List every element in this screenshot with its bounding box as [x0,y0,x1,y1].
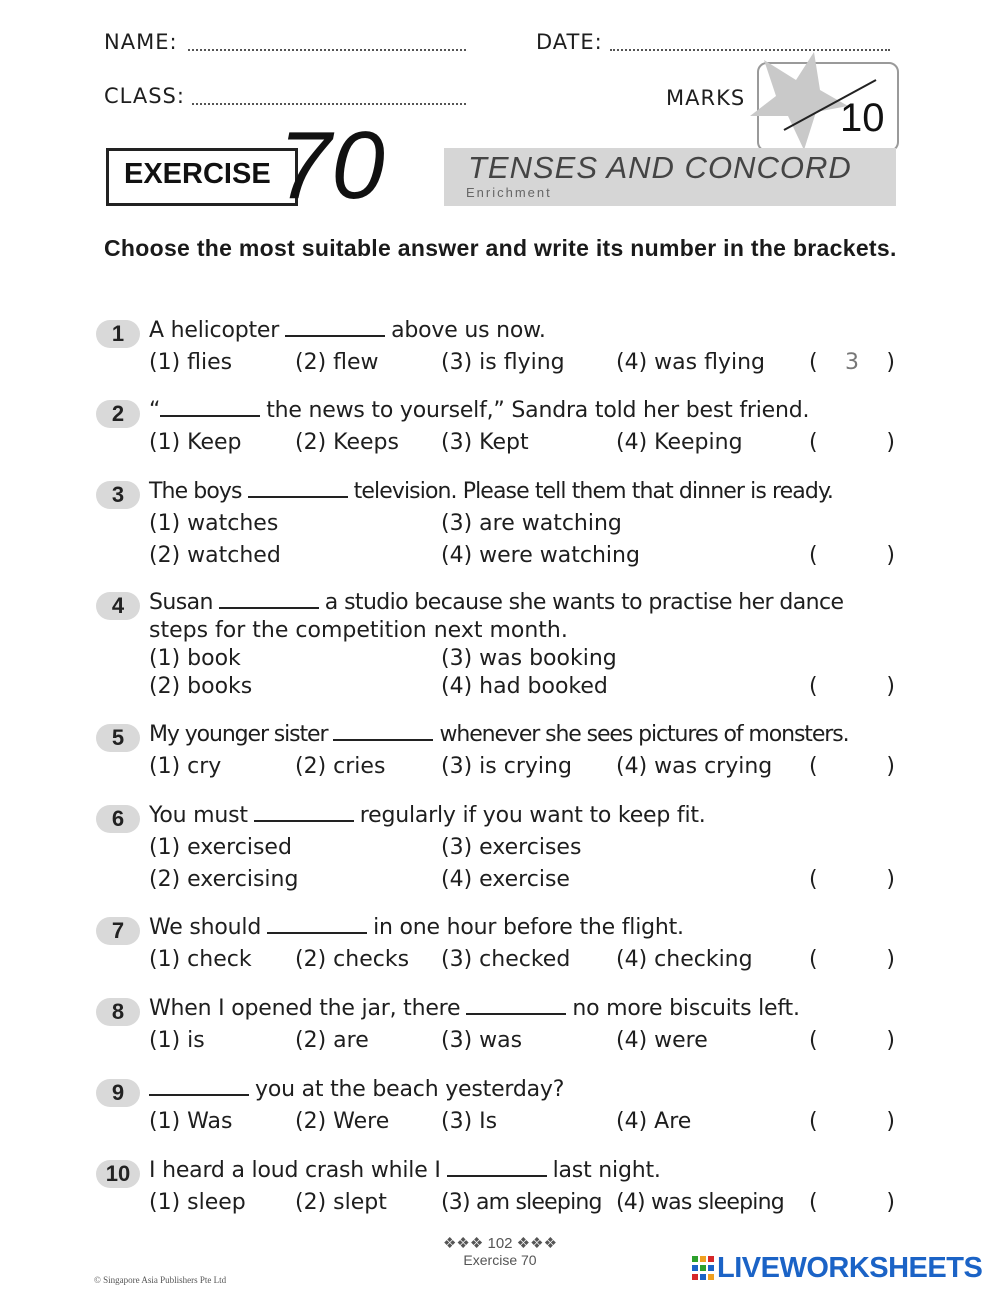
option: (1) Keep [149,430,242,455]
name-label: NAME: [104,30,178,54]
option: (1) Was [149,1109,233,1134]
question-number: 6 [96,805,140,833]
question-stem: We should in one hour before the flight. [149,915,684,940]
instructions: Choose the most suitable answer and write its number in the brackets. [104,235,897,261]
answer-blank [285,318,385,337]
question-number: 9 [96,1079,140,1107]
exercise-number: 70 [278,112,385,219]
class-label: CLASS: [104,84,185,108]
question-number: 2 [96,400,140,428]
option: (4) Keeping [616,430,743,455]
copyright: © Singapore Asia Publishers Pte Ltd [94,1275,227,1285]
question-stem: I heard a loud crash while I last night. [149,1158,661,1183]
option: (3) are watching [441,511,622,536]
option: (2) Were [295,1109,390,1134]
option: (1) watches [149,511,279,536]
option: (1) cry [149,754,222,779]
option: (2) slept [295,1190,387,1215]
question-stem: Susan a studio because she wants to practise her dance [149,590,844,615]
option: (2) watched [149,543,281,568]
question-stem: A helicopter above us now. [149,318,546,343]
option: (3) was booking [441,646,617,671]
answer-blank [248,479,348,498]
answer-blank [160,398,260,417]
question-number: 1 [96,320,140,348]
option: (4) was sleeping [616,1190,784,1215]
option: (1) check [149,947,252,972]
option: (3) is crying [441,754,572,779]
option: (4) was crying [616,754,773,779]
option: (4) had booked [441,674,608,699]
question-number: 7 [96,917,140,945]
option: (3) exercises [441,835,582,860]
option: (1) flies [149,350,233,375]
exercise-label: EXERCISE [124,158,271,190]
option: (4) Are [616,1109,692,1134]
question-stem: My younger sister whenever she sees pictures of monsters. [149,722,849,747]
option: (4) were watching [441,543,640,568]
liveworksheets-brand[interactable]: LIVEWORKSHEETS [717,1252,983,1284]
option: (1) is [149,1028,205,1053]
date-label: DATE: [536,30,603,54]
footer-exercise-label: Exercise 70 [463,1252,537,1268]
option: (1) sleep [149,1190,246,1215]
option: (4) checking [616,947,753,972]
option: (2) flew [295,350,379,375]
option: (2) exercising [149,867,299,892]
answer-blank [447,1158,547,1177]
option: (1) book [149,646,241,671]
question-stem: The boys television. Please tell them that dinner is ready. [149,479,834,504]
question-number: 8 [96,998,140,1026]
answer-blank [149,1077,249,1096]
option: (2) are [295,1028,369,1053]
option: (3) am sleeping [441,1190,602,1215]
option: (2) checks [295,947,410,972]
answer-blank [254,803,354,822]
option: (3) is flying [441,350,565,375]
option: (3) checked [441,947,571,972]
question-stem: You must regularly if you want to keep fit. [149,803,706,828]
question-stem: you at the beach yesterday? [149,1077,564,1102]
topic-subtitle: Enrichment [466,185,552,200]
answer-blank [267,915,367,934]
option: (4) exercise [441,867,570,892]
option: (2) books [149,674,253,699]
option: (2) cries [295,754,386,779]
option: (3) Is [441,1109,498,1134]
marks-label: MARKS [666,86,746,110]
answer-blank [219,590,319,609]
option: (1) exercised [149,835,292,860]
page-number: ❖❖❖ 102 ❖❖❖ [442,1235,558,1252]
answer-blank [466,996,566,1015]
name-input-line[interactable] [188,49,466,51]
option: (3) was [441,1028,523,1053]
question-number: 10 [96,1160,140,1188]
question-number: 4 [96,592,140,620]
topic-title: TENSES AND CONCORD [468,150,852,185]
question-stem: “ the news to yourself,” Sandra told her best friend. [149,398,810,423]
question-stem: When I opened the jar, there no more biscuits left. [149,996,800,1021]
class-input-line[interactable] [192,103,466,105]
marks-total: 10 [840,96,885,140]
answer-value[interactable]: 3 [845,350,859,375]
answer-blank [333,722,433,741]
option: (2) Keeps [295,430,399,455]
question-stem-line2: steps for the competition next month. [149,618,568,643]
question-number: 3 [96,481,140,509]
option: (4) was flying [616,350,765,375]
question-number: 5 [96,724,140,752]
option: (3) Kept [441,430,529,455]
option: (4) were [616,1028,708,1053]
liveworksheets-logo-icon [692,1256,714,1280]
